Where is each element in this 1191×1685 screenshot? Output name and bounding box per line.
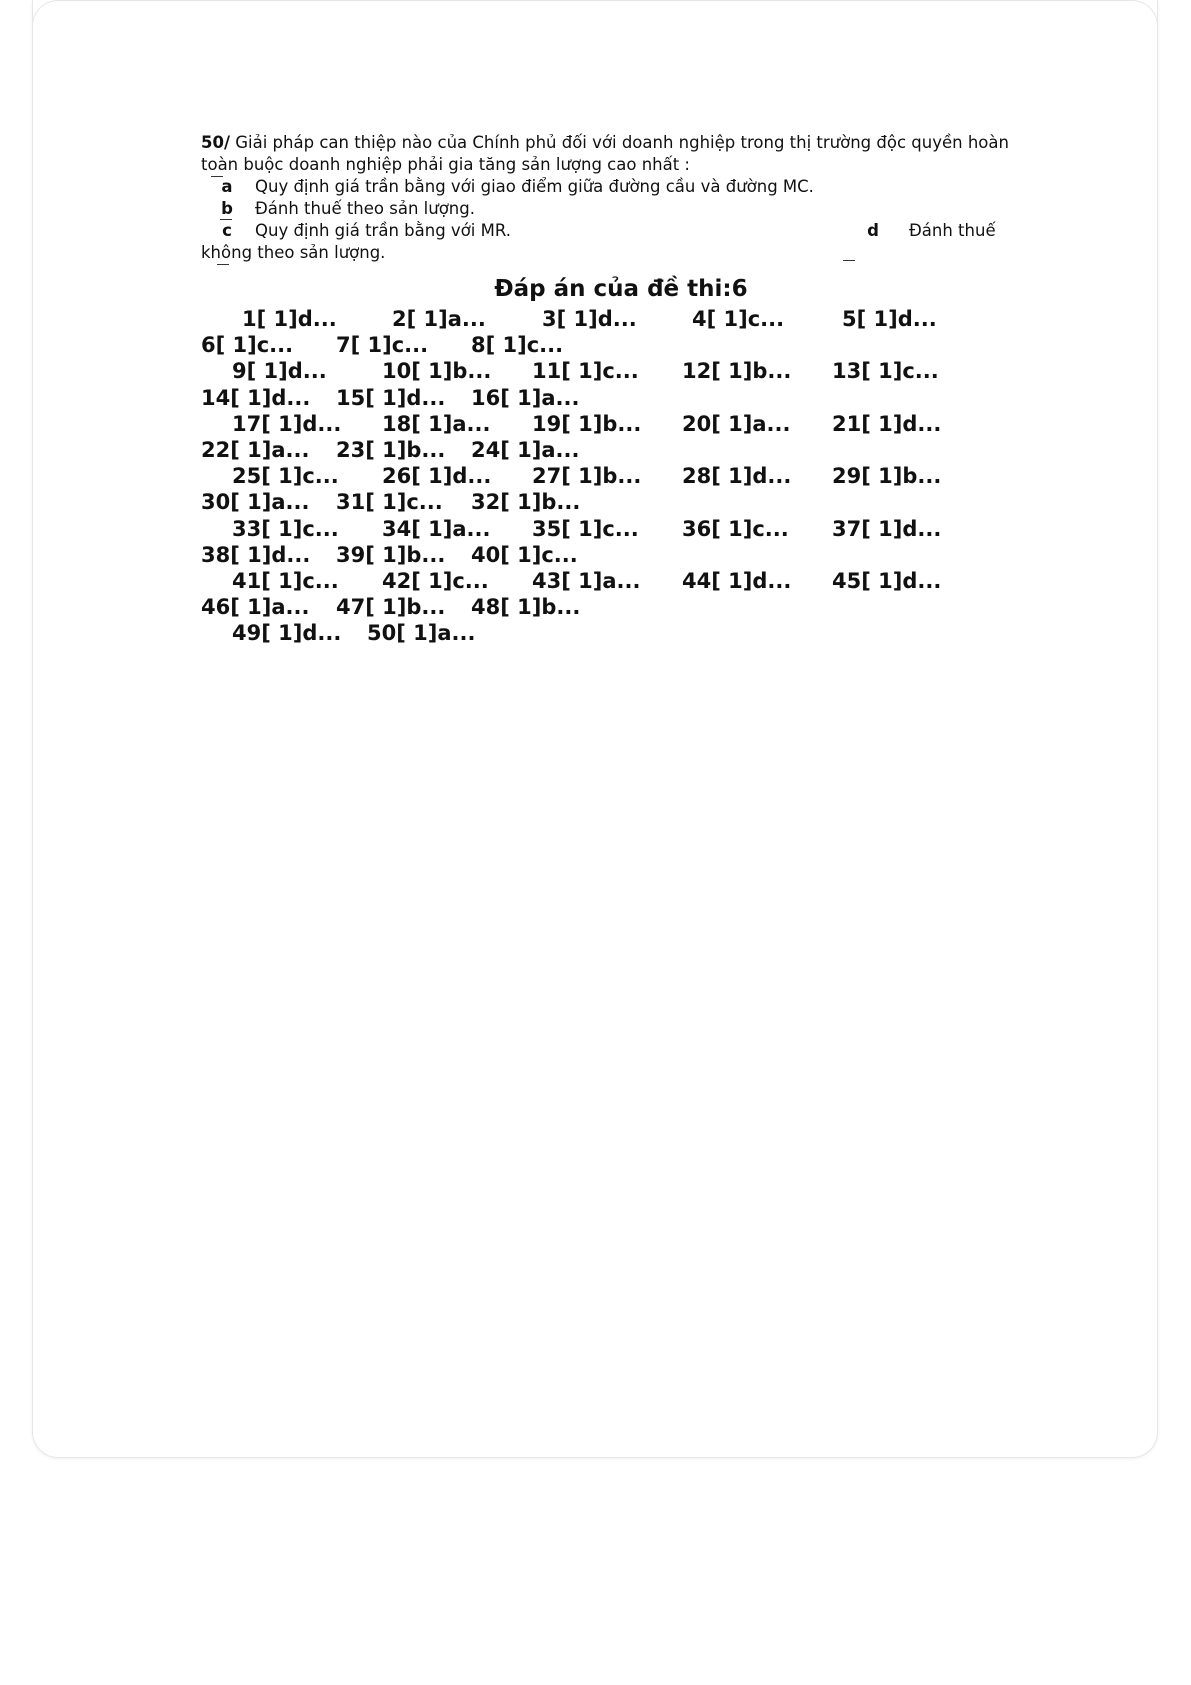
- answer-item: 22[ 1]a...: [201, 438, 310, 463]
- option-d-continuation: [201, 242, 1041, 264]
- answer-item: 42[ 1]c...: [382, 569, 489, 594]
- answer-row: [201, 332, 1041, 358]
- answer-item: 15[ 1]d...: [336, 385, 446, 410]
- option-letter: c: [222, 221, 232, 240]
- answer-item: 32[ 1]b...: [471, 490, 581, 515]
- option-text: Quy định giá trần bằng với giao điểm giữa đường cầu và đường MC.: [255, 177, 814, 196]
- answer-item: 5[ 1]d...: [842, 307, 937, 331]
- answer-row: [201, 385, 1041, 411]
- answer-item: 24[ 1]a...: [471, 438, 580, 463]
- option-marker: [220, 219, 232, 220]
- answer-item: 27[ 1]b...: [532, 464, 642, 489]
- answer-item: 37[ 1]d...: [832, 516, 942, 541]
- option-text: Quy định giá trần bằng với MR.: [255, 221, 511, 240]
- answer-item: 36[ 1]c...: [682, 516, 789, 541]
- answer-row: [201, 568, 1041, 594]
- answer-row: [201, 437, 1041, 463]
- answer-row: [201, 463, 1041, 489]
- answer-item: 6[ 1]c...: [201, 333, 294, 358]
- answer-row: [201, 411, 1041, 437]
- answer-item: 41[ 1]c...: [232, 569, 339, 594]
- answer-item: 14[ 1]d...: [201, 385, 311, 410]
- answer-item: 13[ 1]c...: [832, 359, 939, 384]
- option-letter: d: [867, 221, 879, 240]
- answer-item: 38[ 1]d...: [201, 542, 311, 567]
- answer-item: 4[ 1]c...: [692, 307, 785, 331]
- answer-item: 40[ 1]c...: [471, 542, 578, 567]
- option-a: [201, 176, 1041, 198]
- question-text: Giải pháp can thiệp nào của Chính phủ đối với doanh nghiệp trong thị trường độc quyền hoàn toàn buộc doanh nghiệp phải gia tăng sản lượng cao nhất :: [201, 133, 1009, 174]
- option-text: Đánh thuế: [909, 221, 996, 240]
- answer-item: 25[ 1]c...: [232, 464, 339, 489]
- option-marker: [211, 176, 223, 177]
- answer-item: 49[ 1]d...: [232, 621, 342, 646]
- answer-item: 34[ 1]a...: [382, 516, 491, 541]
- question-50: [201, 132, 1041, 176]
- answer-item: 26[ 1]d...: [382, 464, 492, 489]
- question-number: 50/: [201, 133, 230, 152]
- answer-item: 28[ 1]d...: [682, 464, 792, 489]
- answer-item: 46[ 1]a...: [201, 595, 310, 620]
- answer-item: 43[ 1]a...: [532, 569, 641, 594]
- option-marker: [217, 264, 229, 265]
- answer-row: [201, 620, 1041, 646]
- option-text: không theo sản lượng.: [201, 243, 386, 262]
- answer-item: 10[ 1]b...: [382, 359, 492, 384]
- answer-item: 39[ 1]b...: [336, 542, 446, 567]
- answer-key-title: Đáp án của đề thi:6: [494, 276, 748, 302]
- answer-item: 16[ 1]a...: [471, 385, 580, 410]
- answer-item: 33[ 1]c...: [232, 516, 339, 541]
- answer-item: 35[ 1]c...: [532, 516, 639, 541]
- answer-item: 21[ 1]d...: [832, 411, 942, 436]
- answer-item: 20[ 1]a...: [682, 411, 791, 436]
- answer-item: 1[ 1]d...: [242, 307, 337, 331]
- answer-item: 47[ 1]b...: [336, 595, 446, 620]
- answer-item: 7[ 1]c...: [336, 333, 429, 358]
- answer-row: [201, 594, 1041, 620]
- answer-item: 29[ 1]b...: [832, 464, 942, 489]
- answer-row: [201, 489, 1041, 515]
- answer-item: 8[ 1]c...: [471, 333, 564, 358]
- answer-item: 18[ 1]a...: [382, 411, 491, 436]
- answer-item: 48[ 1]b...: [471, 595, 581, 620]
- answer-row: [201, 542, 1041, 568]
- answer-item: 12[ 1]b...: [682, 359, 792, 384]
- answer-item: 19[ 1]b...: [532, 411, 642, 436]
- option-letter: a: [221, 177, 233, 196]
- answer-item: 50[ 1]a...: [367, 621, 476, 646]
- answer-row: [201, 358, 1041, 384]
- option-letter: b: [221, 199, 233, 218]
- option-marker: [843, 260, 855, 261]
- answer-key: [201, 306, 1041, 647]
- answer-item: 23[ 1]b...: [336, 438, 446, 463]
- answer-row: [201, 306, 1041, 332]
- answer-item: 2[ 1]a...: [392, 307, 486, 331]
- answer-item: 11[ 1]c...: [532, 359, 639, 384]
- answer-item: 17[ 1]d...: [232, 411, 342, 436]
- answer-item: 31[ 1]c...: [336, 490, 443, 515]
- answer-item: 45[ 1]d...: [832, 569, 942, 594]
- option-d: [863, 220, 996, 242]
- answer-item: 30[ 1]a...: [201, 490, 310, 515]
- answer-item: 9[ 1]d...: [232, 359, 327, 384]
- option-b: [201, 198, 1041, 220]
- answer-item: 44[ 1]d...: [682, 569, 792, 594]
- document-content: [201, 132, 1041, 647]
- option-c-d-row: [201, 220, 1041, 242]
- answer-item: 3[ 1]d...: [542, 307, 637, 331]
- option-text: Đánh thuế theo sản lượng.: [255, 199, 475, 218]
- answer-row: [201, 516, 1041, 542]
